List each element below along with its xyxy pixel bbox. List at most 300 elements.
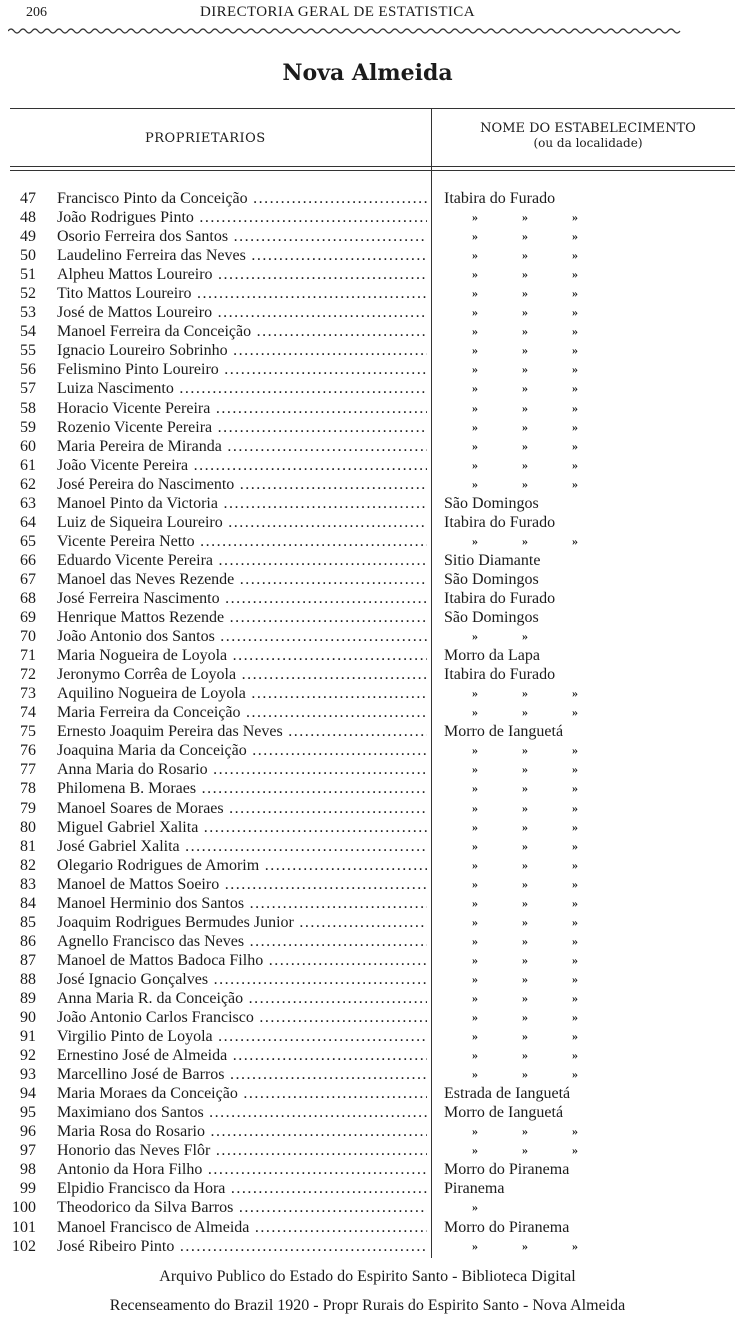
establishment-name: Morro de Ianguetá	[444, 723, 564, 741]
row-number: 58	[20, 399, 36, 417]
ditto-mark: »	[522, 286, 528, 301]
ditto-mark: »	[572, 762, 578, 777]
table-row	[0, 1046, 735, 1065]
ditto-mark: »	[472, 800, 478, 815]
proprietor-name: Luiza Nascimento .....	[57, 379, 427, 398]
proprietor-name: João Antonio Carlos Francisco .....	[57, 1008, 427, 1027]
ditto-mark: »	[522, 267, 528, 282]
row-number: 57	[20, 380, 36, 398]
proprietor-name: Manoel Francisco de Almeida .....	[57, 1218, 427, 1237]
proprietor-name: João Antonio dos Santos .....	[57, 627, 427, 646]
row-number: 62	[20, 475, 36, 493]
row-number: 73	[20, 685, 36, 703]
table-row	[0, 208, 735, 227]
row-number: 84	[20, 894, 36, 912]
ditto-mark: »	[522, 1010, 528, 1025]
table-row	[0, 818, 735, 837]
ditto-mark: »	[472, 1238, 478, 1253]
row-number: 70	[20, 628, 36, 646]
row-number: 93	[20, 1066, 36, 1084]
proprietor-name: Ernestino José de Almeida .....	[57, 1046, 427, 1065]
row-number: 64	[20, 513, 36, 531]
table-row	[0, 722, 735, 741]
ditto-mark: »	[572, 210, 578, 225]
ditto-mark: »	[472, 438, 478, 453]
row-number: 82	[20, 856, 36, 874]
row-number: 69	[20, 609, 36, 627]
row-number: 79	[20, 799, 36, 817]
ditto-mark: »	[522, 876, 528, 891]
table-row	[0, 1237, 735, 1256]
row-number: 97	[20, 1142, 36, 1160]
ditto-mark: »	[472, 990, 478, 1005]
ditto-mark: »	[472, 267, 478, 282]
proprietor-name: Felismino Pinto Loureiro .....	[57, 360, 427, 379]
ditto-mark: »	[472, 1010, 478, 1025]
ditto-mark: »	[522, 952, 528, 967]
ditto-mark: »	[472, 476, 478, 491]
ditto-mark: »	[522, 1238, 528, 1253]
establishment-name: Itabira do Furado	[444, 589, 556, 607]
table-row	[0, 456, 735, 475]
table-row	[0, 551, 735, 570]
ditto-mark: »	[572, 381, 578, 396]
row-number: 55	[20, 342, 36, 360]
proprietor-name: José Ferreira Nascimento .....	[57, 589, 427, 608]
proprietor-name: Manoel Pinto da Victoria .....	[57, 494, 427, 513]
ditto-mark: »	[572, 1048, 578, 1063]
ditto-mark: »	[522, 914, 528, 929]
proprietor-name: Philomena B. Moraes .....	[57, 779, 427, 798]
ditto-mark: »	[472, 457, 478, 472]
ditto-mark: »	[572, 1029, 578, 1044]
ditto-mark: »	[572, 819, 578, 834]
proprietor-name: Manoel Ferreira da Conceição .....	[57, 322, 427, 341]
proprietor-name: Miguel Gabriel Xalita .....	[57, 818, 427, 837]
ditto-mark: »	[572, 990, 578, 1005]
ditto-mark: »	[472, 914, 478, 929]
proprietor-name: Maria Moraes da Conceição .....	[57, 1084, 427, 1103]
table-row	[0, 913, 735, 932]
ditto-mark: »	[572, 838, 578, 853]
ditto-mark: »	[572, 476, 578, 491]
row-number: 81	[20, 837, 36, 855]
row-number: 86	[20, 932, 36, 950]
column-header-estabelecimento-sub: (ou da localidade)	[533, 136, 643, 150]
ditto-mark: »	[522, 857, 528, 872]
ditto-mark: »	[472, 248, 478, 263]
table-row	[0, 1084, 735, 1103]
ditto-mark: »	[572, 457, 578, 472]
proprietor-name: José Ribeiro Pinto .....	[57, 1237, 427, 1256]
proprietor-name: Joaquim Rodrigues Bermudes Junior .....	[57, 913, 427, 932]
ditto-mark: »	[522, 248, 528, 263]
row-number: 50	[20, 247, 36, 265]
ditto-mark: »	[522, 362, 528, 377]
ditto-mark: »	[572, 1010, 578, 1025]
ditto-mark: »	[572, 895, 578, 910]
ditto-mark: »	[522, 1048, 528, 1063]
establishment-name: São Domingos	[444, 609, 539, 627]
table-row	[0, 779, 735, 798]
column-header-estabelecimento	[441, 122, 735, 150]
proprietor-name: Laudelino Ferreira das Neves .....	[57, 246, 427, 265]
ditto-mark: »	[472, 381, 478, 396]
proprietor-name: Maria Pereira de Miranda .....	[57, 437, 427, 456]
ditto-mark: »	[522, 457, 528, 472]
table-row	[0, 684, 735, 703]
ditto-mark: »	[472, 857, 478, 872]
ditto-mark: »	[522, 381, 528, 396]
row-number: 92	[20, 1047, 36, 1065]
ditto-mark: »	[472, 210, 478, 225]
table-row	[0, 341, 735, 360]
table-row	[0, 760, 735, 779]
proprietor-name: Horacio Vicente Pereira .....	[57, 399, 427, 418]
ditto-mark: »	[472, 933, 478, 948]
table-row	[0, 589, 735, 608]
ditto-mark: »	[572, 800, 578, 815]
proprietor-name: João Rodrigues Pinto .....	[57, 208, 427, 227]
ditto-mark: »	[522, 210, 528, 225]
ditto-mark: »	[572, 362, 578, 377]
table-row	[0, 1141, 735, 1160]
table-row	[0, 1103, 735, 1122]
table-row	[0, 227, 735, 246]
ditto-mark: »	[472, 1124, 478, 1139]
proprietor-name: Maria Rosa do Rosario .....	[57, 1122, 427, 1141]
proprietor-name: Joaquina Maria da Conceição .....	[57, 741, 427, 760]
proprietor-name: Antonio da Hora Filho .....	[57, 1160, 427, 1179]
column-header-estabelecimento-label: NOME DO ESTABELECIMENTO	[480, 121, 696, 136]
proprietor-name: Vicente Pereira Netto .....	[57, 532, 427, 551]
establishment-name: Morro do Piranema	[444, 1218, 570, 1236]
row-number: 49	[20, 228, 36, 246]
proprietor-name: José Ignacio Gonçalves .....	[57, 970, 427, 989]
proprietor-name: Agnello Francisco das Neves .....	[57, 932, 427, 951]
table-row	[0, 1198, 735, 1217]
establishment-name: Itabira do Furado	[444, 666, 556, 684]
table-row	[0, 189, 735, 208]
ditto-mark: »	[522, 990, 528, 1005]
proprietor-name: Manoel Soares de Moraes .....	[57, 799, 427, 818]
table-row	[0, 303, 735, 322]
table-row	[0, 475, 735, 494]
proprietor-name: João Vicente Pereira .....	[57, 456, 427, 475]
ditto-mark: »	[522, 324, 528, 339]
row-number: 95	[20, 1104, 36, 1122]
ditto-mark: »	[572, 533, 578, 548]
ditto-mark: »	[572, 286, 578, 301]
row-number: 90	[20, 1009, 36, 1027]
ditto-mark: »	[522, 971, 528, 986]
row-number: 75	[20, 723, 36, 741]
ditto-mark: »	[572, 971, 578, 986]
row-number: 87	[20, 951, 36, 969]
ditto-mark: »	[522, 933, 528, 948]
table-row	[0, 284, 735, 303]
row-number: 71	[20, 647, 36, 665]
ditto-mark: »	[522, 305, 528, 320]
table-row	[0, 875, 735, 894]
row-number: 76	[20, 742, 36, 760]
ditto-mark: »	[572, 781, 578, 796]
ditto-mark: »	[572, 857, 578, 872]
row-number: 94	[20, 1085, 36, 1103]
ditto-mark: »	[572, 1124, 578, 1139]
ditto-mark: »	[572, 952, 578, 967]
ditto-mark: »	[572, 914, 578, 929]
table-row	[0, 856, 735, 875]
ditto-mark: »	[522, 1124, 528, 1139]
ditto-mark: »	[572, 705, 578, 720]
table-row	[0, 418, 735, 437]
header-rule-double	[10, 170, 735, 171]
ditto-mark: »	[472, 1067, 478, 1082]
row-number: 89	[20, 989, 36, 1007]
row-number: 80	[20, 818, 36, 836]
ditto-mark: »	[522, 1143, 528, 1158]
table-row	[0, 1218, 735, 1237]
ditto-mark: »	[572, 1238, 578, 1253]
proprietor-name: Virgilio Pinto de Loyola .....	[57, 1027, 427, 1046]
ditto-mark: »	[522, 419, 528, 434]
ditto-mark: »	[522, 762, 528, 777]
row-number: 102	[12, 1237, 36, 1255]
row-number: 47	[20, 190, 36, 207]
row-number: 61	[20, 456, 36, 474]
proprietor-name: Olegario Rodrigues de Amorim .....	[57, 856, 427, 875]
proprietor-name: Theodorico da Silva Barros .....	[57, 1198, 427, 1217]
footer-archive: Arquivo Publico do Estado do Espirito Santo - Biblioteca Digital	[159, 1268, 576, 1285]
ditto-mark: »	[572, 438, 578, 453]
table-row	[0, 646, 735, 665]
establishment-name: São Domingos	[444, 494, 539, 512]
row-number: 51	[20, 266, 36, 284]
proprietor-name: Maria Nogueira de Loyola .....	[57, 646, 427, 665]
table-row	[0, 837, 735, 856]
establishment-name: Itabira do Furado	[444, 190, 556, 207]
ditto-mark: »	[522, 743, 528, 758]
establishment-name: Morro do Piranema	[444, 1161, 570, 1179]
proprietor-name: Manoel de Mattos Soeiro .....	[57, 875, 427, 894]
table-row	[0, 379, 735, 398]
row-number: 52	[20, 285, 36, 303]
establishment-name: Piranema	[444, 1180, 505, 1198]
proprietor-name: Manoel das Neves Rezende .....	[57, 570, 427, 589]
ditto-mark: »	[472, 705, 478, 720]
table-row	[0, 1008, 735, 1027]
row-number: 56	[20, 361, 36, 379]
ditto-mark: »	[472, 419, 478, 434]
ditto-mark: »	[572, 343, 578, 358]
proprietors-list	[0, 189, 735, 1256]
row-number: 85	[20, 913, 36, 931]
table-row	[0, 932, 735, 951]
table-row	[0, 399, 735, 418]
ditto-mark: »	[522, 438, 528, 453]
table-row	[0, 322, 735, 341]
row-number: 98	[20, 1161, 36, 1179]
row-number: 63	[20, 494, 36, 512]
ditto-mark: »	[472, 743, 478, 758]
ditto-mark: »	[522, 686, 528, 701]
table-row	[0, 627, 735, 646]
ditto-mark: »	[472, 362, 478, 377]
ditto-mark: »	[472, 876, 478, 891]
ditto-mark: »	[472, 781, 478, 796]
table-row	[0, 951, 735, 970]
ditto-mark: »	[522, 629, 528, 644]
row-number: 54	[20, 323, 36, 341]
table-row	[0, 1160, 735, 1179]
ditto-mark: »	[522, 819, 528, 834]
table-top-rule	[10, 108, 735, 109]
ditto-mark: »	[522, 705, 528, 720]
ditto-mark: »	[522, 343, 528, 358]
proprietor-name: Francisco Pinto da Conceição .....	[57, 189, 427, 208]
establishment-name: Itabira do Furado	[444, 513, 556, 531]
ditto-mark: »	[522, 476, 528, 491]
ditto-mark: »	[522, 1029, 528, 1044]
ditto-mark: »	[472, 1029, 478, 1044]
table-row	[0, 970, 735, 989]
ditto-mark: »	[522, 781, 528, 796]
proprietor-name: Tito Mattos Loureiro .....	[57, 284, 427, 303]
proprietor-name: Aquilino Nogueira de Loyola .....	[57, 684, 427, 703]
row-number: 65	[20, 532, 36, 550]
ditto-mark: »	[572, 876, 578, 891]
row-number: 83	[20, 875, 36, 893]
ditto-mark: »	[572, 267, 578, 282]
establishment-name: Morro de Ianguetá	[444, 1104, 564, 1122]
table-row	[0, 989, 735, 1008]
ditto-mark: »	[572, 324, 578, 339]
row-number: 67	[20, 570, 36, 588]
ditto-mark: »	[472, 343, 478, 358]
proprietor-name: José Pereira do Nascimento .....	[57, 475, 427, 494]
table-row	[0, 532, 735, 551]
proprietor-name: Anna Maria do Rosario .....	[57, 760, 427, 779]
ditto-mark: »	[472, 952, 478, 967]
row-number: 48	[20, 209, 36, 227]
ditto-mark: »	[572, 686, 578, 701]
table-row	[0, 570, 735, 589]
table-row	[0, 799, 735, 818]
table-row	[0, 494, 735, 513]
ditto-mark: »	[472, 400, 478, 415]
proprietor-name: José Gabriel Xalita .....	[57, 837, 427, 856]
table-row	[0, 1027, 735, 1046]
ditto-mark: »	[472, 533, 478, 548]
page-title: Nova Almeida	[282, 60, 453, 86]
proprietor-name: Honorio das Neves Flôr .....	[57, 1141, 427, 1160]
establishment-name: Estrada de Ianguetá	[444, 1085, 571, 1103]
table-row	[0, 1065, 735, 1084]
ditto-mark: »	[472, 229, 478, 244]
ditto-mark: »	[522, 895, 528, 910]
row-number: 100	[12, 1199, 36, 1217]
proprietor-name: Luiz de Siqueira Loureiro .....	[57, 513, 427, 532]
ditto-mark: »	[472, 971, 478, 986]
row-number: 99	[20, 1180, 36, 1198]
proprietor-name: José de Mattos Loureiro .....	[57, 303, 427, 322]
proprietor-name: Maria Ferreira da Conceição .....	[57, 703, 427, 722]
page-number: 206	[26, 5, 47, 20]
ditto-mark: »	[572, 933, 578, 948]
table-row	[0, 513, 735, 532]
ditto-mark: »	[572, 305, 578, 320]
ditto-mark: »	[472, 1143, 478, 1158]
ditto-mark: »	[472, 324, 478, 339]
row-number: 96	[20, 1123, 36, 1141]
ditto-mark: »	[472, 1048, 478, 1063]
ditto-mark: »	[522, 800, 528, 815]
proprietor-name: Marcellino José de Barros .....	[57, 1065, 427, 1084]
row-number: 53	[20, 304, 36, 322]
proprietor-name: Rozenio Vicente Pereira .....	[57, 418, 427, 437]
ditto-mark: »	[472, 305, 478, 320]
row-number: 88	[20, 970, 36, 988]
ditto-mark: »	[522, 1067, 528, 1082]
row-number: 78	[20, 780, 36, 798]
proprietor-name: Manoel de Mattos Badoca Filho .....	[57, 951, 427, 970]
table-row	[0, 437, 735, 456]
header-rule	[10, 166, 735, 167]
table-row	[0, 741, 735, 760]
ditto-mark: »	[522, 400, 528, 415]
ditto-mark: »	[472, 762, 478, 777]
table-row	[0, 265, 735, 284]
proprietor-name: Anna Maria R. da Conceição .....	[57, 989, 427, 1008]
proprietor-name: Ernesto Joaquim Pereira das Neves .....	[57, 722, 427, 741]
establishment-name: Morro da Lapa	[444, 647, 540, 665]
table-row	[0, 246, 735, 265]
ditto-mark: »	[472, 838, 478, 853]
proprietor-name: Manoel Herminio dos Santos .....	[57, 894, 427, 913]
ditto-mark: »	[572, 1143, 578, 1158]
row-number: 91	[20, 1028, 36, 1046]
proprietor-name: Ignacio Loureiro Sobrinho .....	[57, 341, 427, 360]
ditto-mark: »	[472, 895, 478, 910]
footer-census: Recenseamento do Brazil 1920 - Propr Rurais do Espirito Santo - Nova Almeida	[109, 1297, 626, 1314]
row-number: 68	[20, 589, 36, 607]
row-number: 74	[20, 704, 36, 722]
establishment-name: Sitio Diamante	[444, 551, 541, 569]
ditto-mark: »	[572, 1067, 578, 1082]
ditto-mark: »	[572, 400, 578, 415]
running-head: DIRECTORIA GERAL DE ESTATISTICA	[200, 4, 475, 20]
table-row	[0, 360, 735, 379]
table-row	[0, 1179, 735, 1198]
proprietor-name: Osorio Ferreira dos Santos .....	[57, 227, 427, 246]
ditto-mark: »	[572, 743, 578, 758]
proprietor-name: Eduardo Vicente Pereira .....	[57, 551, 427, 570]
ditto-mark: »	[472, 629, 478, 644]
row-number: 60	[20, 437, 36, 455]
wavy-rule	[8, 26, 733, 36]
row-number: 101	[12, 1218, 36, 1236]
row-number: 66	[20, 551, 36, 569]
table-row	[0, 703, 735, 722]
row-number: 77	[20, 761, 36, 779]
table-row	[0, 665, 735, 684]
column-header-proprietarios: PROPRIETARIOS	[145, 131, 266, 146]
proprietor-name: Alpheu Mattos Loureiro .....	[57, 265, 427, 284]
table-row	[0, 608, 735, 627]
ditto-mark: »	[472, 819, 478, 834]
ditto-mark: »	[472, 286, 478, 301]
